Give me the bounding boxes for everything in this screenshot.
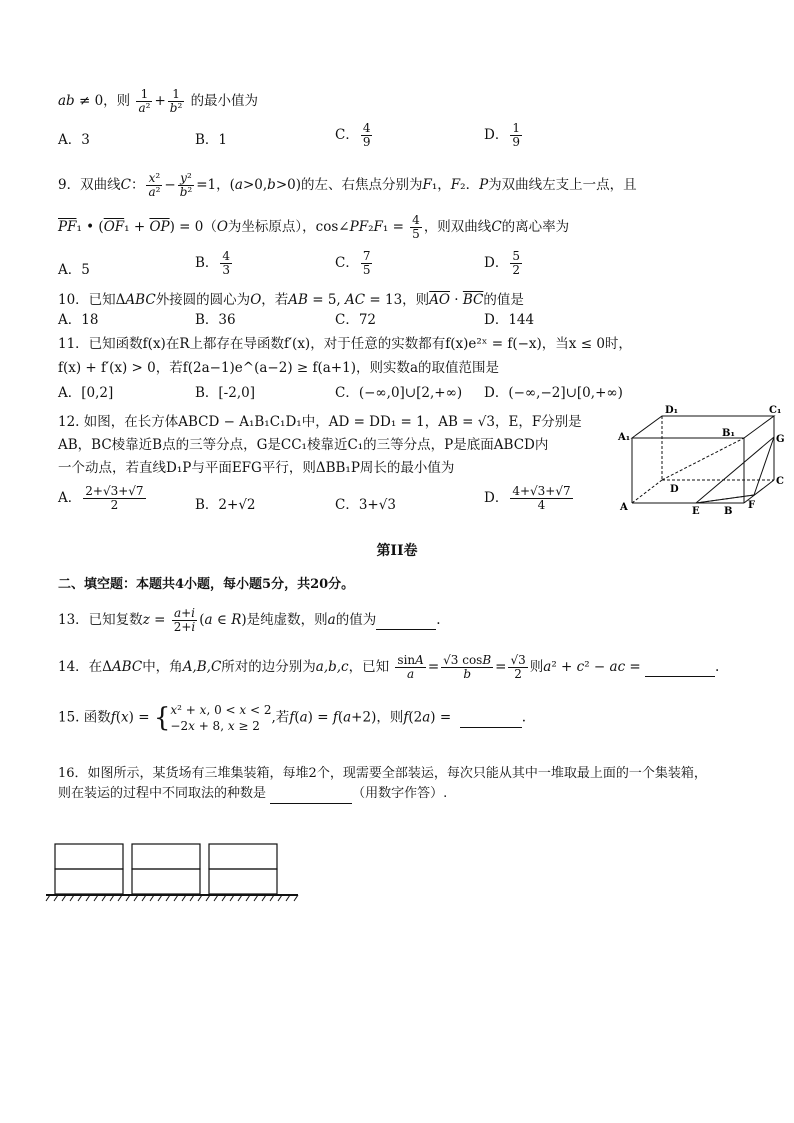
section-title: 第II卷 (376, 543, 418, 559)
q11-option-a: A．[0,2] (58, 385, 114, 401)
label-a1: A₁ (618, 432, 631, 443)
label-a: A (620, 502, 628, 513)
q11-line1: 11．已知函数f(x)在R上都存在导函数f′(x)，对于任意的实数都有f(x)e²ˣ = f(−x)，当x ≤ 0时， (58, 336, 632, 352)
q10-option-b: B．36 (195, 312, 236, 328)
q12-option-d: D． $\frac{4+√3+√7}{4}$ (484, 484, 571, 512)
q15: 15. 函数f(x) = { x² + x, 0 < x < 2 −2x + 8, x ≥ 2 ,若f(a) = f(a+2)，则f(2a) = . (58, 703, 527, 733)
q10-option-c: C．72 (335, 312, 377, 328)
q8-option-d: D． $\frac{1}{9}$ (484, 121, 520, 149)
q12-option-c: C．3+√3 (335, 497, 396, 513)
q11-option-c: C．(−∞,0]∪[2,+∞) (335, 385, 463, 401)
q11-line2: f(x) + f′(x) > 0，若f(2a−1)e^(a−2) ≥ f(a+1)，则实数a的取值范围是 (58, 360, 500, 376)
label-b: B (724, 506, 733, 517)
label-d: D (670, 484, 679, 495)
q8-stem: ab ≠ 0，则 $\frac{1}{\text{a²}}$ + $\frac{1}{\text{b²}}$ 的最小值为 (58, 87, 259, 115)
q16-line2: 则在装运的过程中不同取法的种数是 （用数字作答）. (58, 785, 447, 804)
label-e: E (692, 506, 700, 517)
label-b1: B₁ (722, 428, 735, 439)
q9-option-b: B． $\frac{4}{3}$ (195, 249, 231, 277)
label-f: F (748, 500, 756, 511)
q9-option-c: C． $\frac{7}{5}$ (335, 249, 371, 277)
q8-option-c: C． $\frac{4}{9}$ (335, 121, 371, 149)
q10-option-d: D．144 (484, 312, 535, 328)
q10-line1: 10．已知ΔABC外接圆的圆心为O，若AB = 5, AC = 13，则$\overline{AO} \cdot \overline{BC}$的值是 (58, 292, 524, 308)
fill-in-header: 二、填空题：本题共4小题，每小题5分，共20分。 (58, 577, 355, 592)
q12-line2: AB，BC棱靠近B点的三等分点，G是CC₁棱靠近C₁的三等分点，P是底面ABCD内 (58, 437, 549, 453)
q9-line1: 9．双曲线C： $\frac{\text{x²}}{\text{a²}}$ − $\frac{\text{y²}}{\text{b²}}$ =1，(a>0,b>0)的左、右焦点分别为F₁，F₂．P为双曲线左支上一点，且 (58, 171, 637, 199)
container-stacks-figure (44, 840, 304, 906)
label-g: G (776, 434, 785, 445)
q9-line2: $\overline{PF}_1$ • $(\overline{OF}_1 + \overline{OP}) = 0(O$为坐标原点），cos∠PF₂F₁ = $\frac{4}{5}$ ，则双曲线C的离心率为 (58, 213, 570, 241)
q12-option-b: B．2+√2 (195, 497, 256, 513)
q12-option-a: A． $\frac{2+√3+√7}{2}$ (58, 484, 144, 512)
q13: 13．已知复数z = $\frac{a+i}{2+i}$ (a ∈ R)是纯虚数，则a的值为 . (58, 606, 441, 634)
q14: 14．在ΔABC中，角A,B,C所对的边分别为a,b,c，已知 $\frac{\sin A}{a}$ = $\frac{√3 \cos B}{b}$ = $\frac{√3}{2}$ 则a² + c² − ac = . (58, 653, 720, 681)
q11-option-b: B．[-2,0] (195, 385, 255, 401)
q12-line3: 一个动点，若直线D₁P与平面EFG平行，则ΔBB₁P周长的最小值为 (58, 460, 455, 476)
q12-line1: 12. 如图，在长方体ABCD − A₁B₁C₁D₁中，AD = DD₁ = 1，AB = √3，E，F分别是 (58, 414, 582, 430)
q9-option-d: D． $\frac{5}{2}$ (484, 249, 520, 277)
q8-option-b: B．1 (195, 132, 228, 148)
label-c: C (776, 476, 784, 487)
q11-option-d: D．(−∞,−2]∪[0,+∞) (484, 385, 623, 401)
label-c1: C₁ (769, 405, 782, 416)
label-d1: D₁ (665, 405, 679, 416)
q10-option-a: A．18 (58, 312, 99, 328)
q8-option-a: A．3 (58, 132, 90, 148)
cuboid-figure (612, 400, 788, 520)
q16-line1: 16．如图所示，某货场有三堆集装箱，每堆2个，现需要全部装运，每次只能从其中一堆取最上面的一个集装箱， (58, 766, 707, 781)
q9-option-a: A．5 (58, 262, 90, 278)
